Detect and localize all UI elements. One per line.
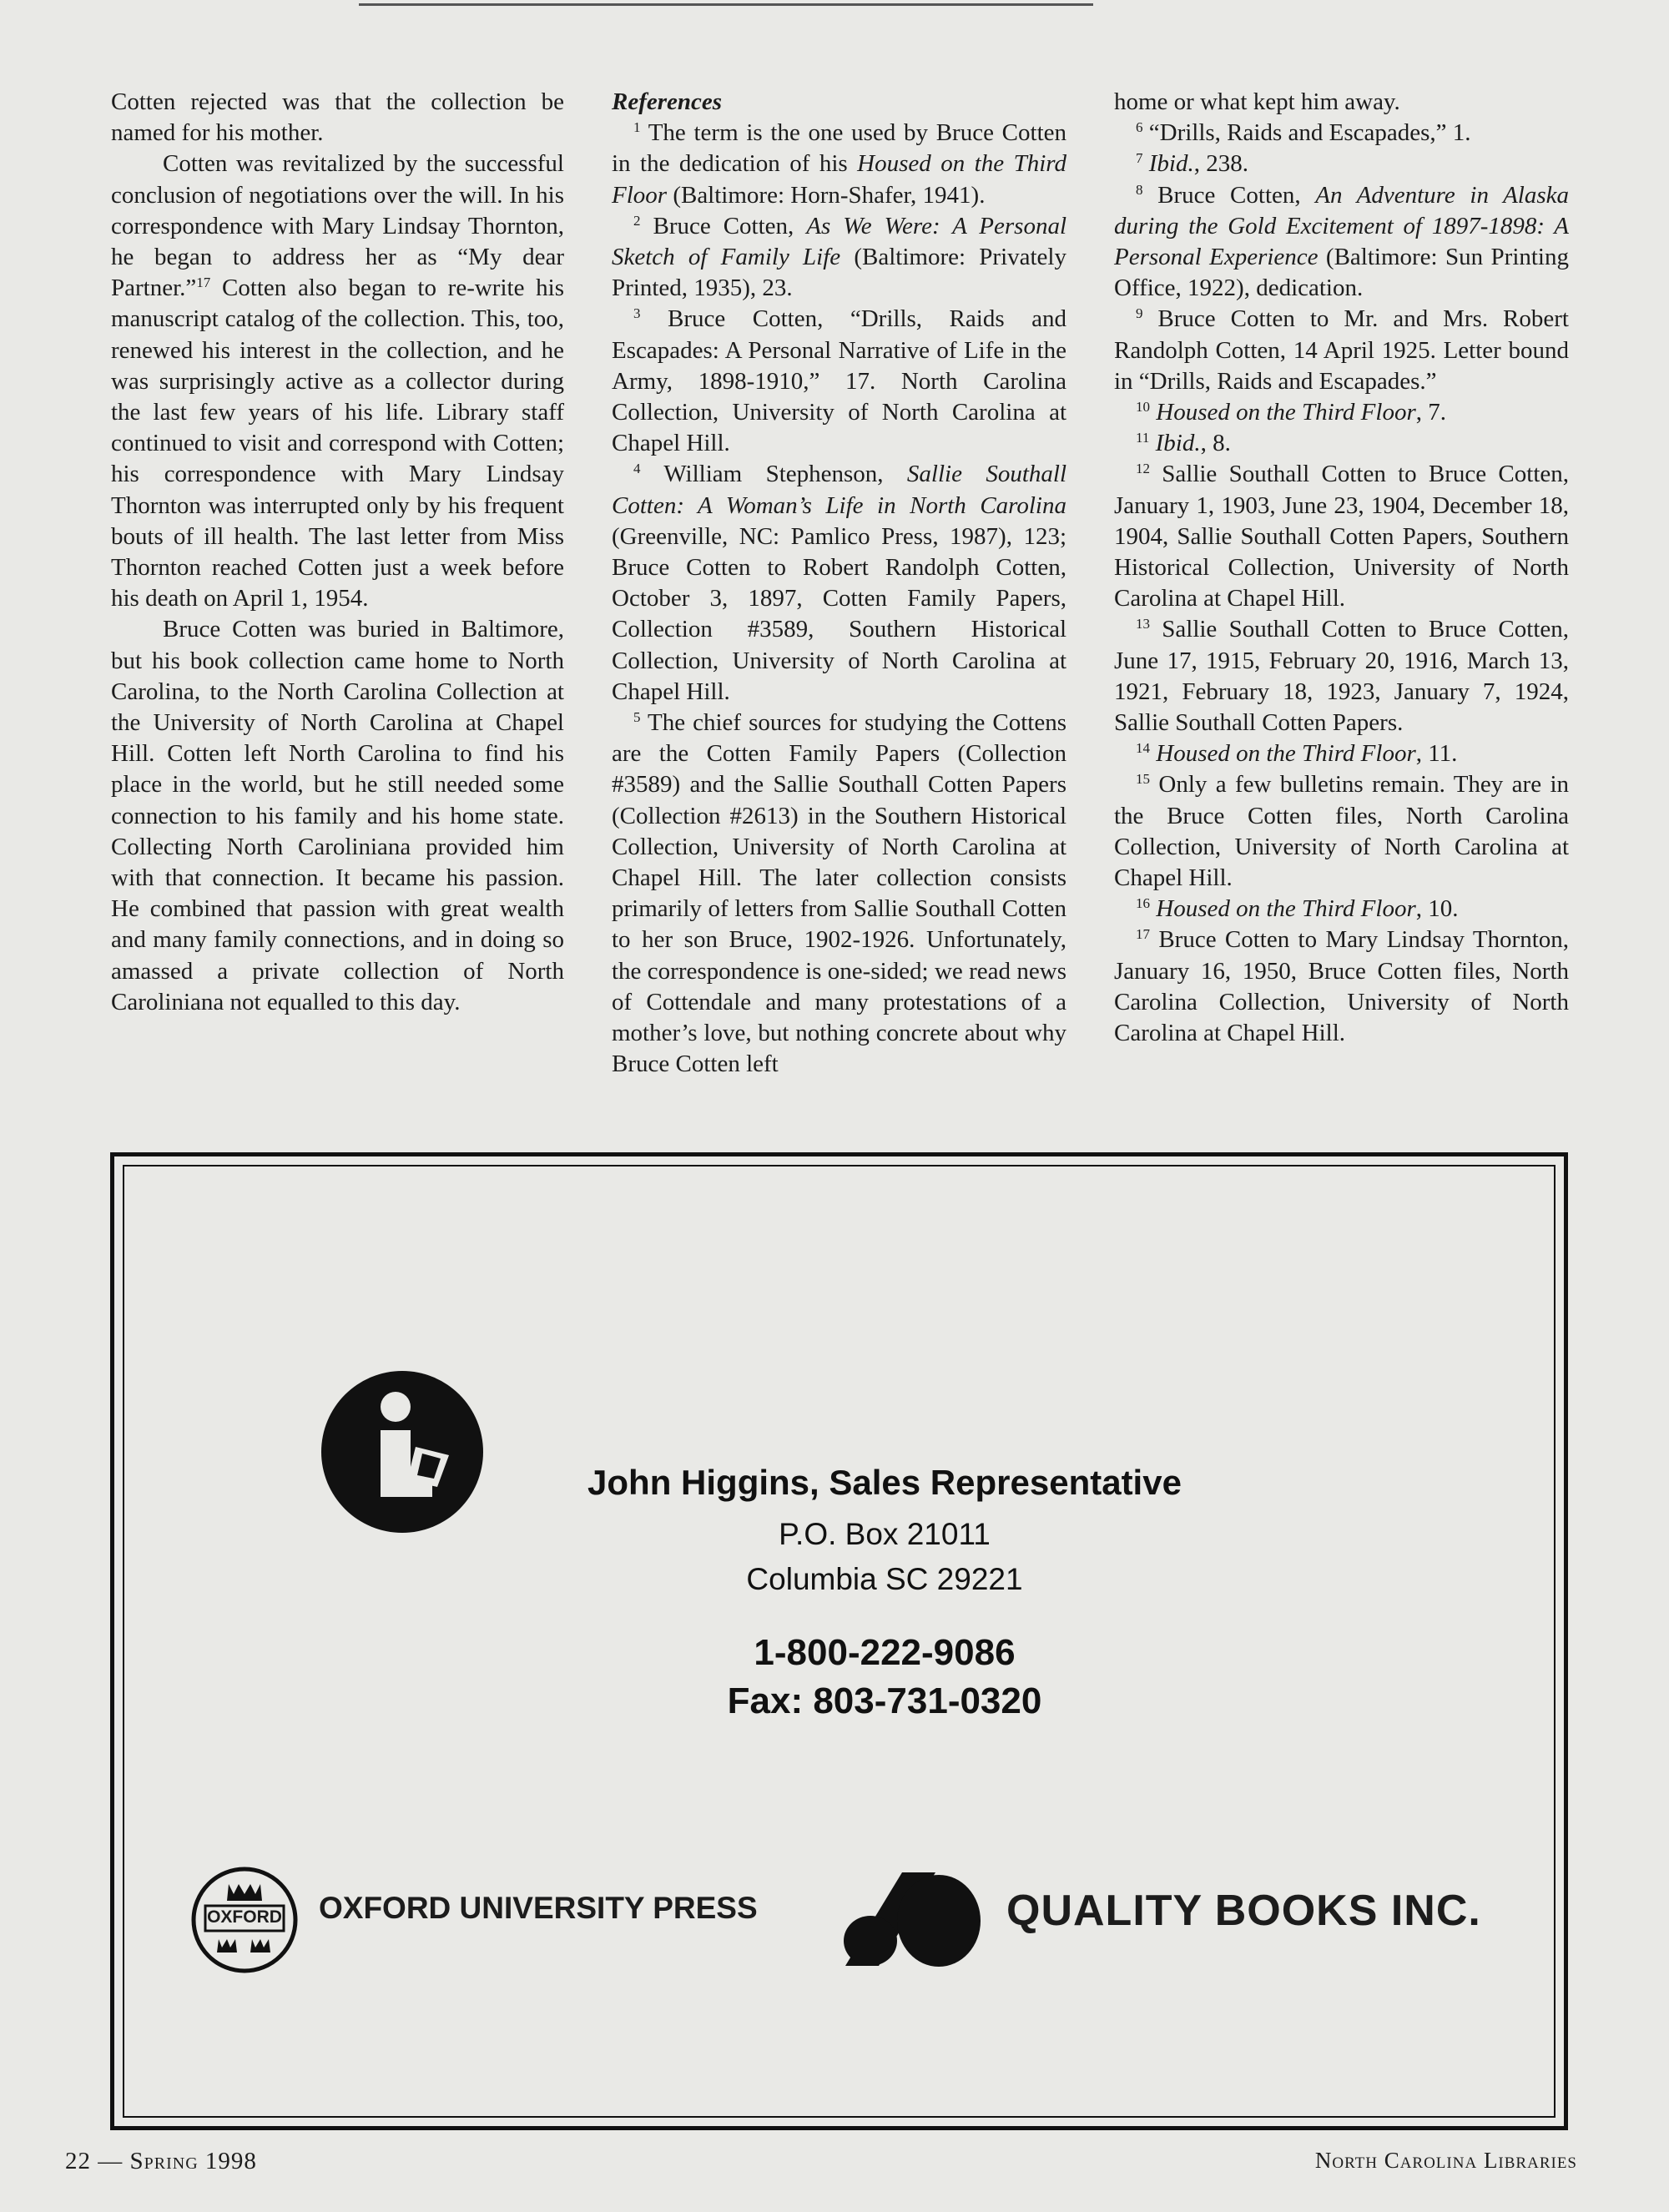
references-heading: References xyxy=(612,88,723,115)
references-column-1 xyxy=(612,87,1066,1081)
quality-books-logo xyxy=(837,1867,983,1972)
reference-9: $^9$ Bruce Cotten to Mr. and Mrs. Robert Randolph Cotten, 14 April 1925. Letter bound in “Drills, Raids and Escapades.” xyxy=(1114,305,1569,395)
reference-5-continued: home or what kept him away. xyxy=(1114,88,1400,115)
top-rule xyxy=(359,3,1093,6)
reference-11: $^{11}$ Ibid., 8. xyxy=(1136,430,1231,457)
quality-books-inc: QUALITY BOOKS INC. xyxy=(1006,1887,1481,1935)
footnote-marker: 17 xyxy=(196,275,211,291)
reference-14: $^{14}$ Housed on the Third Floor, 11. xyxy=(1136,740,1458,768)
phone-number: 1-800-222-9086 xyxy=(754,1632,1016,1673)
reference-7: $^7$ Ibid., 238. xyxy=(1136,150,1248,178)
reference-13: $^{13}$ Sallie Southall Cotten to Bruce Cotten, June 17, 1915, February 20, 1916, March 13, 1921, February 18, 1923, January 7, 1924, Sallie Southall Cotten Papers. xyxy=(1114,616,1569,737)
reference-1: $^1$ The term is the one used by Bruce Cotten in the dedication of his Housed on the Third Floor (Baltimore: Horn-Shafer, 1941). xyxy=(612,119,1066,209)
info-i-logo xyxy=(319,1368,486,1535)
oxford-badge-text: OXFORD xyxy=(207,1907,282,1927)
reference-2: $^2$ Bruce Cotten, As We Were: A Personal Sketch of Family Life (Baltimore: Privately Printed, 1935), 23. xyxy=(612,212,1066,302)
reference-12: $^{12}$ Sallie Southall Cotten to Bruce Cotten, January 1, 1903, June 23, 1904, December 18, 1904, Sallie Southall Cotten Papers, Southern Historical Collection, University of North Carolina at Chapel Hill. xyxy=(1114,461,1569,612)
page-footer-left: 22 — Spring 1998 xyxy=(65,2148,257,2174)
reference-6: $^6$ “Drills, Raids and Escapades,” 1. xyxy=(1136,119,1471,147)
oxford-university-press: OXFORD UNIVERSITY PRESS xyxy=(319,1891,758,1925)
page-footer-right: North Carolina Libraries xyxy=(1314,2148,1577,2173)
address-line-1: P.O. Box 21011 xyxy=(779,1517,991,1551)
reference-3: $^3$ Bruce Cotten, “Drills, Raids and Escapades: A Personal Narrative of Life in the Army, 1898-1910,” 17. North Carolina Collection, University of North Carolina at Chapel Hill. xyxy=(612,305,1066,457)
reference-5: $^5$ The chief sources for studying the Cottens are the Cotten Family Papers (Collection #3589) and the Sallie Southall Cotten Papers (Collection #2613) in the Southern Historical Collection, University of North Carolina at Chapel Hill. The later collection consists primarily of letters from Sallie Southall Cotten to her son Bruce, 1902-1926. Unfortunately, the correspondence is one-sided; we read news of Cottendale and many protestations of a mother’s love, but nothing concrete about why Bruce Cotten left xyxy=(612,709,1066,1078)
fax-number: Fax: 803-731-0320 xyxy=(727,1680,1042,1721)
reference-10: $^{10}$ Housed on the Third Floor, 7. xyxy=(1136,399,1446,426)
article-paragraph-3: Bruce Cotten was buried in Baltimore, but his book collection came home to North Carolina, to the North Carolina Collection at the University of North Carolina at Chapel Hill. Cotten left North Carolina to find his place in the world, but he still needed some connection to his family and his home state. Collecting North Caroliniana provided him with that connection. It became his passion. He combined that passion with great wealth and many family connections, and in doing so amassed a private collection of North Caroliniana not equalled to this day. xyxy=(111,616,564,1015)
article-column-1 xyxy=(111,87,564,1018)
sales-rep-name: John Higgins, Sales Representative xyxy=(587,1463,1182,1502)
reference-4: $^4$ William Stephenson, Sallie Southall Cotten: A Woman’s Life in North Carolina (Greenville, NC: Pamlico Press, 1987), 123; Bruce Cotten to Robert Randolph Cotten, October 3, 1897, Cotten Family Papers, Collection #3589, Southern Historical Collection, University of North Carolina at Chapel Hill. xyxy=(612,461,1067,705)
reference-15: $^{15}$ Only a few bulletins remain. They are in the Bruce Cotten files, North Carolina Collection, University of North Carolina at Chapel Hill. xyxy=(1114,771,1569,892)
article-paragraph-1: Cotten rejected was that the collection be named for his mother. xyxy=(111,88,564,147)
references-column-2 xyxy=(1114,87,1569,1049)
reference-17: $^{17}$ Bruce Cotten to Mary Lindsay Thornton, January 16, 1950, Bruce Cotten files, North Carolina Collection, University of North Carolina at Chapel Hill. xyxy=(1114,926,1569,1047)
article-paragraph-2: Cotten was revitalized by the successful conclusion of negotiations over the will. In his correspondence with Mary Lindsay Thornton, he began to address her as “My dear Partner.”$^{17}$ Cotten also began to re-write his manuscript catalog of the collection. This, too, renewed his interest in the collection, and he was surprisingly active as a collector during the last few years of his life. Library staff continued to visit and correspond with Cotten; his correspondence with Mary Lindsay Thornton was interrupted only by his frequent bouts of ill health. The last letter from Miss Thornton reached Cotten just a week before his death on April 1, 1954. xyxy=(111,150,564,612)
reference-16: $^{16}$ Housed on the Third Floor, 10. xyxy=(1136,895,1459,923)
reference-8: $^8$ Bruce Cotten, An Adventure in Alaska during the Gold Excitement of 1897-1898: A Personal Experience (Baltimore: Sun Printing Office, 1922), dedication. xyxy=(1114,181,1570,302)
address-line-2: Columbia SC 29221 xyxy=(746,1562,1023,1596)
